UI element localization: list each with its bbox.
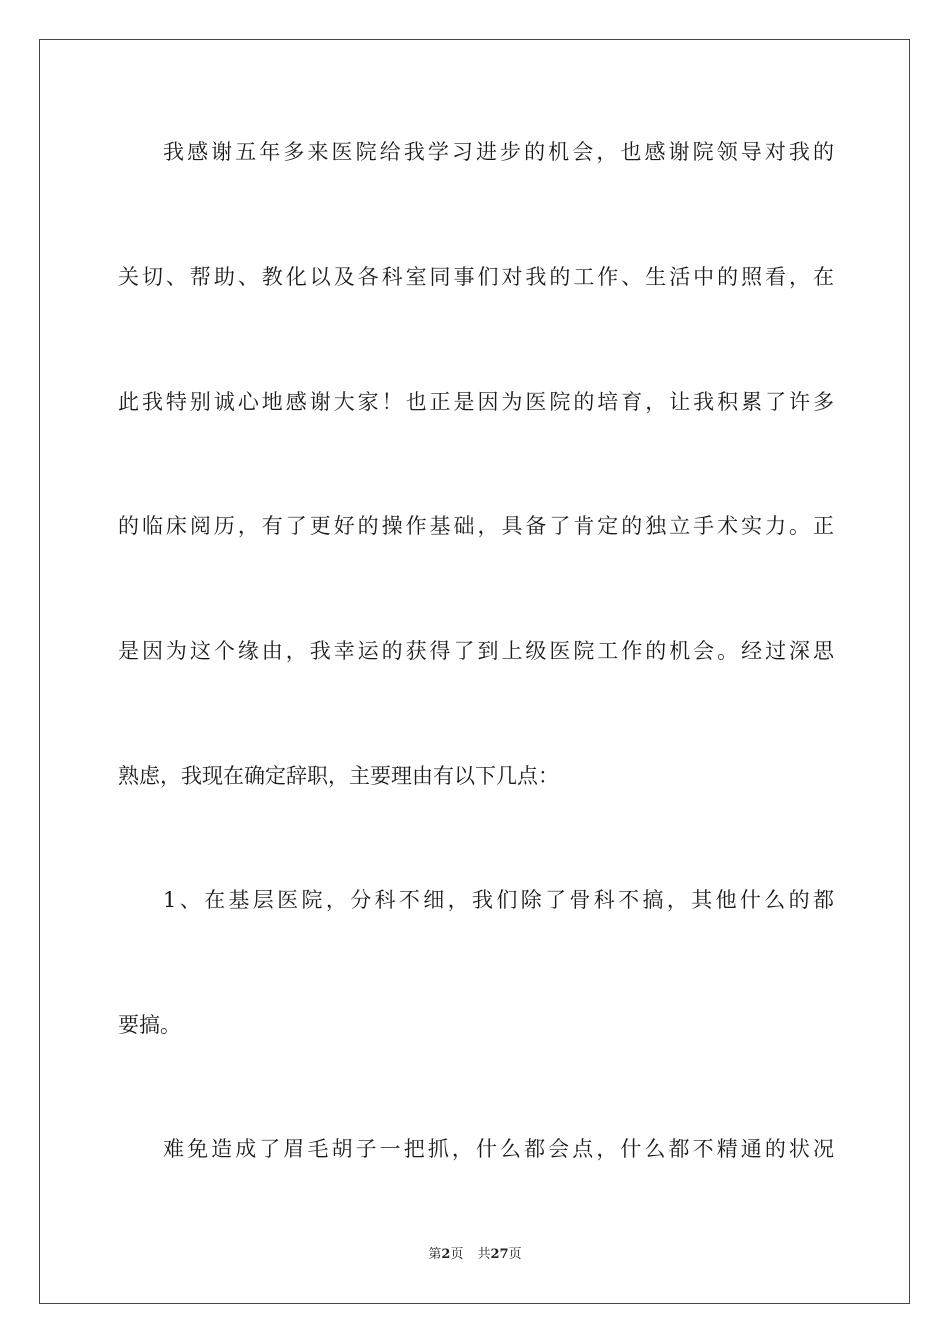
total-pages: 27 <box>490 1247 509 1262</box>
page-number: 2 <box>441 1247 451 1262</box>
page-suffix: 页 <box>450 1247 464 1262</box>
text-line: 要搞。 <box>118 1013 181 1037</box>
text-line: 我感谢五年多来医院给我学习进步的机会，也感谢院领导对我的 <box>163 140 834 164</box>
text-line: 关切、帮助、教化以及各科室同事们对我的工作、生活中的照看，在 <box>118 265 834 289</box>
total-suffix: 页 <box>508 1247 522 1262</box>
text-line: 此我特别诚心地感谢大家！也正是因为医院的培育，让我积累了许多 <box>118 390 834 414</box>
text-line: 的临床阅历，有了更好的操作基础，具备了肯定的独立手术实力。正 <box>118 514 834 538</box>
text-line: 熟虑，我现在确定辞职，主要理由有以下几点： <box>118 764 559 788</box>
text-line: 是因为这个缘由，我幸运的获得了到上级医院工作的机会。经过深思 <box>118 639 834 663</box>
page-prefix: 第 <box>428 1247 442 1262</box>
page-border <box>39 39 910 1304</box>
page-footer <box>0 1245 950 1265</box>
text-line: 难免造成了眉毛胡子一把抓，什么都会点，什么都不精通的状况 <box>163 1137 834 1161</box>
total-prefix: 共 <box>477 1247 491 1262</box>
text-line: 1、在基层医院，分科不细，我们除了骨科不搞，其他什么的都 <box>163 888 834 912</box>
